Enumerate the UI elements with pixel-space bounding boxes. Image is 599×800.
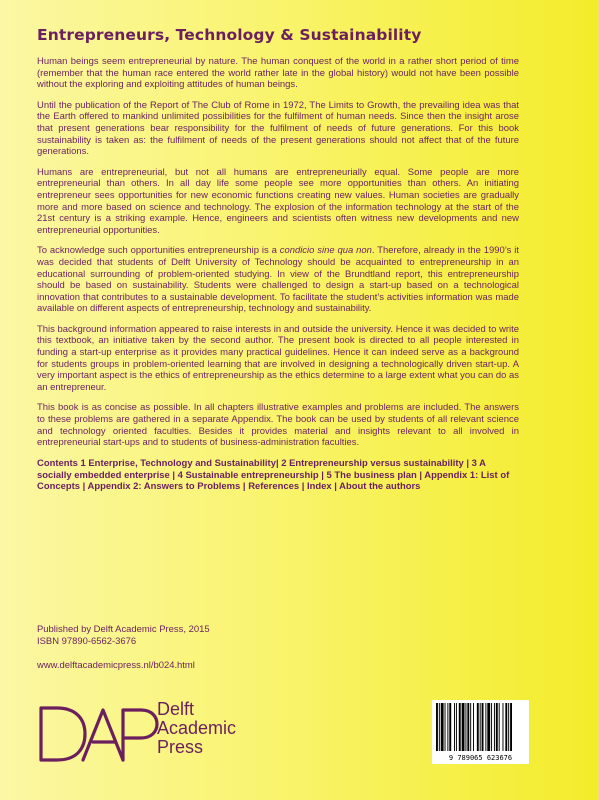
logo-word-academic: Academic: [157, 718, 237, 738]
barcode-bar: [436, 703, 438, 751]
barcode-bar: [473, 703, 474, 751]
barcode-bar: [477, 703, 479, 751]
barcode-bar: [485, 703, 486, 751]
paragraph-1: Human beings seem entrepreneurial by nature. The human conquest of the world in a rather short period of time (remember that the human race entered the world rather late in the global history) would not have been possible without the exploring and exploiting attitudes of human beings.: [37, 56, 519, 91]
barcode-bar: [441, 703, 444, 751]
barcode-bar: [454, 703, 455, 751]
barcode-bar: [465, 703, 466, 751]
paragraph-5: This background information appeared to raise interests in and outside the university. Hence it was decided to write this textbook, an initiative taken by the second author. The present book is directed to all people interested in funding a start-up enterprise as it provides many practical guidelines. Hence it can indeed serve as a background for students groups in problem-oriented learning that are involved in designing a technologically driven start-up. A very important aspect is the ethics of entrepreneurship as the ethics determine to a large extent what you can do as an entrepreneur.: [37, 323, 519, 393]
paragraph-3: Humans are entrepreneurial, but not all humans are entrepreneurially equal. Some people are more entrepreneurial than others. In all day life some people see more opportunities than others. An initiating entrepreneur sees opportunities for new economic functions creating new values. Human societies are gradually more and more based on science and technology. The explosion of the information technology at the start of the 21st century is a striking example. Hence, engineers and scientists often witness new developments and new entrepreneurial opportunities.: [37, 166, 519, 236]
book-title: Entrepreneurs, Technology & Sustainability: [37, 26, 422, 44]
barcode-bar: [459, 703, 461, 751]
barcode-bar: [499, 703, 500, 751]
barcode-bar: [445, 703, 446, 751]
barcode-bar: [508, 703, 509, 751]
paragraph-4-latin: condicio sine qua non: [279, 245, 372, 257]
barcode-bar: [462, 703, 465, 751]
barcode-bar: [487, 703, 490, 751]
isbn: ISBN 97890-6562-3676: [37, 635, 137, 647]
logo-word-delft: Delft: [157, 699, 195, 719]
barcode-icon: [432, 700, 529, 764]
barcode-bar: [505, 703, 507, 751]
barcode-bar: [470, 703, 471, 751]
logo-wordmark: [157, 700, 236, 757]
paragraph-4-end: . Therefore, already in the 1990’s it was decided that students of Delft University of Technology should be acquainted to entrepreneurship in an educational surrounding of problem-oriented studying. In view of the Brundtland report, this entrepreneurship should be based on sustainability. Students were challenged to design a start-up based on a technological innovation that contributes to a sustainable development. To facilitate the student’s activities information was made available on different aspects of entrepreneurship, technology and sustainability.: [37, 245, 520, 315]
paragraph-6: This book is as concise as possible. In all chapters illustrative examples and problems are included. The answers to these problems are gathered in a separate Appendix. The book can be used by students of all relevant science and technology oriented faculties. Besides it provides material and insights relevant to all involved in entrepreneurial start-ups and to students of business-administration faculties.: [37, 402, 519, 449]
barcode-bar: [449, 703, 451, 751]
barcode-bar: [482, 703, 484, 751]
barcode-bar: [494, 703, 495, 751]
barcode-bar: [480, 703, 481, 751]
barcode-bar: [447, 703, 448, 751]
publisher-line: Published by Delft Academic Press, 2015: [37, 624, 210, 635]
barcode-bar: [456, 703, 457, 751]
barcode-bar: [510, 703, 512, 751]
back-cover-text: [37, 26, 519, 493]
logo-word-press: Press: [157, 737, 204, 757]
paragraph-2: Until the publication of the Report of The Club of Rome in 1972, The Limits to Growth, the prevailing idea was that the Earth offered to mankind unlimited possibilities for the fulfilment of human needs. Since then the insight arose that present generations bear responsibility for the fulfilment of needs of future generations. For this book sustainability is taken as: the fulfilment of needs of the present generations should not affect that of the future generations.: [37, 99, 519, 158]
paragraph-4: [37, 245, 519, 315]
barcode-bar: [491, 703, 492, 751]
barcode-digits: 9 789065 623676: [448, 754, 513, 762]
barcode-bar: [467, 703, 469, 751]
publisher-info: [37, 624, 210, 647]
website-url: www.delftacademicpress.nl/b024.html: [37, 660, 195, 671]
paragraph-4-start: To acknowledge such opportunities entrepreneurship is a: [37, 245, 280, 257]
barcode-bar: [503, 703, 504, 751]
isbn-barcode: [432, 700, 529, 764]
barcode-bar: [439, 703, 440, 751]
barcode-bar: [496, 703, 498, 751]
table-of-contents: Contents 1 Enterprise, Technology and Sustainability| 2 Entrepreneurship versus sustainability | 3 A socially embedded enterprise | 4 Sustainable entrepreneurship | 5 The business plan | Appendix 1: List of Concepts | Appendix 2: Answers to Problems | References | Index | About the authors: [37, 457, 510, 493]
